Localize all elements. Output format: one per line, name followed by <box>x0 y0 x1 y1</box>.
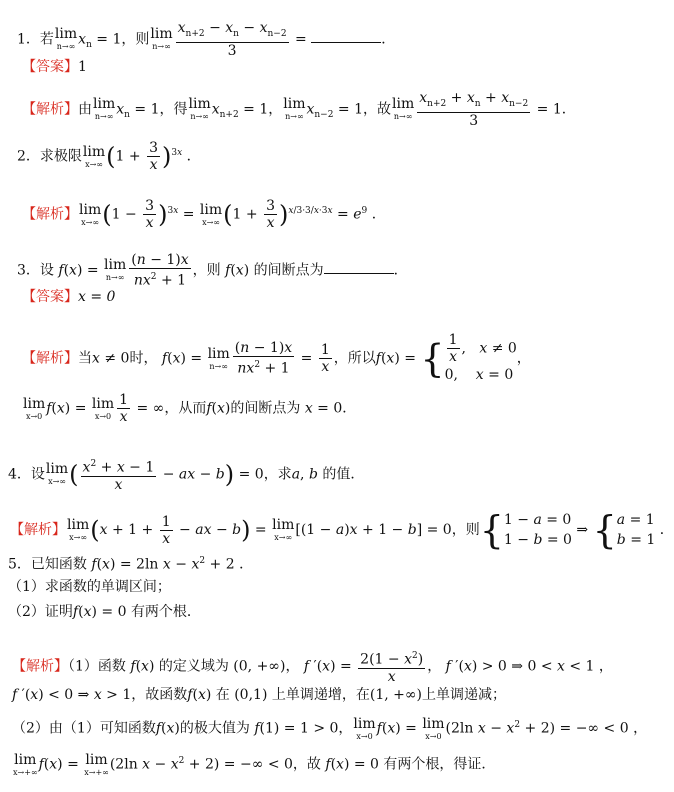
answer-blank <box>311 30 381 43</box>
q3-answer: 【答案】x = 0 <box>22 289 116 305</box>
fraction: $\frac{x_{n+2} - x_n - x_{n-2}}{3}$ <box>177 20 287 59</box>
q4-analysis: 【解析】 lim x→∞ (x + 1 + $\frac{1}{x}$ − ax − b) = lim x→∞ [(1 − a)x + 1 − b] = 0，则{ 1 − a = 0 1 − b = 0 ⇒ { a = 1 b = 1 ． <box>10 508 674 552</box>
q5-line: 5．已知函数 f(x) = 2ln $x - x^2 + 2$ ． <box>8 556 254 573</box>
q3-analysis: 【解析】当x ≠ 0时， f(x) = lim n→∞ $\frac{(n - 1)x}{nx^2 + 1}$ = $\frac{1}{x}$ ，所以f(x) = { $\frac{1}{x}$ , x ≠ 0 0, x = 0 ， <box>22 332 531 383</box>
q2-number: 2． <box>17 148 40 165</box>
lim: lim n→∞ <box>54 26 78 52</box>
q1-answer: 【答案】1 <box>22 59 87 75</box>
q1-line: 1．若 lim n→∞ $x_n = 1$，则 lim n→∞ $\frac{x_{n+2} - x_n - x_{n-2}}{3}$ = ． <box>17 20 396 59</box>
q1-number: 1． <box>17 31 40 48</box>
answer-tag: 【答案】 <box>22 59 78 75</box>
q5-sub2: （2）证明f(x) = 0 有两个根． <box>8 604 201 620</box>
q1-text: 若 <box>39 31 54 48</box>
q1-analysis: 【解析】由 lim n→∞ $x_n = 1$，得 lim n→∞ $x_{n+2} = 1$， lim n→∞ $x_{n-2} = 1$，故 lim n→∞ $\frac{x_{n+2} + x_n + x_{n-2}}{3}$ = 1． <box>22 90 576 129</box>
q5-sub1: （1）求函数的单调区间； <box>8 579 171 595</box>
q2-analysis: 【解析】 lim x→∞ (1 − $\frac{3}{x}$ )$^{3x}$ = lim x→∞ (1 + $\frac{3}{x}$ )$^{x/3\cdot 3/x\cdot 3x} = e^9$ ． <box>22 198 386 231</box>
q4-line: 4．设 lim x→∞ ( $\frac{x^2 + x - 1}{x}$ − ax − b) = 0，求a, b 的值． <box>8 456 364 493</box>
q5-analysis-3: （2）由（1）可知函数f(x)的极大值为 f(1) = 1 > 0， lim x→0 f(x) = lim x→0 (2ln $x - x^2 + 2$) = −∞ < 0 ， <box>12 715 648 741</box>
q5-analysis-4: lim x→+∞ f(x) = lim x→+∞ (2ln $x - x^2 + 2$) = −∞ < 0，故 f(x) = 0 有两个根，得证． <box>13 751 496 777</box>
q3-analysis-2: lim x→0 f(x) = lim x→0 $\frac{1}{x}$ = ∞，从而f(x)的间断点为 x = 0． <box>23 392 357 425</box>
q3-line: 3．设 f(x) = lim n→∞ $\frac{(n - 1)x}{nx^2 + 1}$ ，则 f(x) 的间断点为 ． <box>17 252 408 289</box>
analysis-tag: 【解析】 <box>22 101 78 118</box>
q2-line: 2．求极限 lim x→∞ (1 + $\frac{3}{x}$ )$^{3x}$ ． <box>17 140 201 173</box>
q5-analysis-1: 【解析】（1）函数 f(x) 的定义域为 (0, +∞)， f ′(x) = $\frac{2(1 - x^2)}{x}$ ， f ′(x) > 0 ⇒ 0 < x < 1 ， <box>12 648 613 685</box>
q5-analysis-2: f ′(x) < 0 ⇒ x > 1，故函数f(x) 在 (0,1) 上单调递增，在(1, +∞)上单调递减； <box>12 687 506 703</box>
